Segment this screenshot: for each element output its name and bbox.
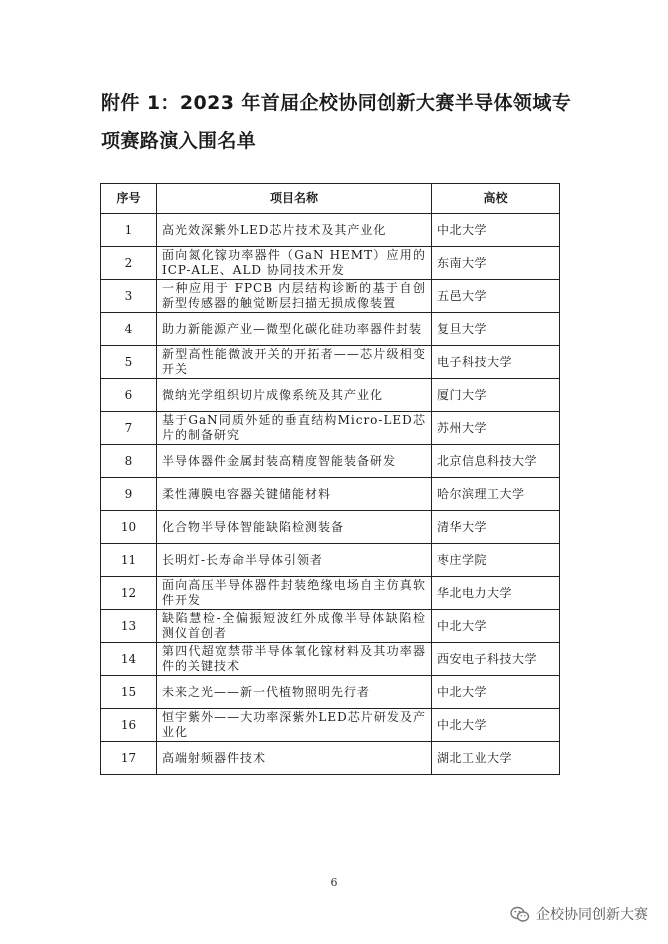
row-index: 10	[101, 511, 157, 544]
row-index: 14	[101, 643, 157, 676]
table-row	[101, 280, 560, 313]
row-project-name: 基于GaN同质外延的垂直结构Micro-LED芯片的制备研究	[157, 412, 432, 445]
row-school: 湖北工业大学	[432, 742, 560, 775]
row-index: 15	[101, 676, 157, 709]
row-school: 中北大学	[432, 709, 560, 742]
table-row	[101, 643, 560, 676]
row-index: 2	[101, 247, 157, 280]
row-project-name: 助力新能源产业—微型化碳化硅功率器件封装	[157, 313, 432, 346]
table-header-row	[101, 184, 560, 214]
row-project-name: 长明灯-长寿命半导体引领者	[157, 544, 432, 577]
row-project-name: 恒宇紫外——大功率深紫外LED芯片研发及产业化	[157, 709, 432, 742]
row-school: 华北电力大学	[432, 577, 560, 610]
row-school: 厦门大学	[432, 379, 560, 412]
row-index: 3	[101, 280, 157, 313]
table-row	[101, 478, 560, 511]
row-project-name: 第四代超宽禁带半导体氧化镓材料及其功率器件的关键技术	[157, 643, 432, 676]
header-index: 序号	[101, 184, 157, 214]
row-index: 16	[101, 709, 157, 742]
row-school: 五邑大学	[432, 280, 560, 313]
row-project-name: 高光效深紫外LED芯片技术及其产业化	[157, 214, 432, 247]
row-index: 17	[101, 742, 157, 775]
wechat-icon	[510, 906, 530, 923]
row-index: 7	[101, 412, 157, 445]
header-project: 项目名称	[157, 184, 432, 214]
table-row	[101, 742, 560, 775]
table-row	[101, 445, 560, 478]
table-row	[101, 247, 560, 280]
row-project-name: 化合物半导体智能缺陷检测装备	[157, 511, 432, 544]
page-number: 6	[330, 876, 338, 889]
table-row	[101, 412, 560, 445]
table-row	[101, 346, 560, 379]
row-project-name: 面向氮化镓功率器件（GaN HEMT）应用的 ICP-ALE、ALD 协同技术开发	[157, 247, 432, 280]
row-school: 复旦大学	[432, 313, 560, 346]
row-index: 1	[101, 214, 157, 247]
row-index: 5	[101, 346, 157, 379]
row-index: 12	[101, 577, 157, 610]
title-line-1: 附件 1：2023 年首届企校协同创新大赛半导体领域专	[101, 92, 572, 114]
table-row	[101, 379, 560, 412]
finalist-table	[100, 183, 560, 775]
table-row	[101, 511, 560, 544]
table-row	[101, 577, 560, 610]
header-school: 高校	[432, 184, 560, 214]
row-project-name: 面向高压半导体器件封装绝缘电场自主仿真软件开发	[157, 577, 432, 610]
row-school: 北京信息科技大学	[432, 445, 560, 478]
table-body	[101, 214, 560, 775]
row-project-name: 缺陷慧检-全偏振短波红外成像半导体缺陷检测仪首创者	[157, 610, 432, 643]
row-school: 哈尔滨理工大学	[432, 478, 560, 511]
row-school: 西安电子科技大学	[432, 643, 560, 676]
watermark-text: 企校协同创新大赛	[536, 907, 648, 923]
row-index: 6	[101, 379, 157, 412]
table-row	[101, 676, 560, 709]
row-school: 电子科技大学	[432, 346, 560, 379]
table-row	[101, 610, 560, 643]
row-school: 枣庄学院	[432, 544, 560, 577]
row-school: 中北大学	[432, 214, 560, 247]
table-row	[101, 313, 560, 346]
row-index: 8	[101, 445, 157, 478]
row-index: 9	[101, 478, 157, 511]
row-project-name: 高端射频器件技术	[157, 742, 432, 775]
watermark	[510, 904, 648, 924]
row-index: 13	[101, 610, 157, 643]
row-project-name: 微纳光学组织切片成像系统及其产业化	[157, 379, 432, 412]
row-school: 苏州大学	[432, 412, 560, 445]
row-index: 4	[101, 313, 157, 346]
title-line-2: 项赛路演入围名单	[101, 130, 257, 152]
row-index: 11	[101, 544, 157, 577]
row-school: 中北大学	[432, 610, 560, 643]
row-school: 东南大学	[432, 247, 560, 280]
row-project-name: 新型高性能微波开关的开拓者——芯片级相变开关	[157, 346, 432, 379]
table-row	[101, 709, 560, 742]
row-project-name: 一种应用于 FPCB 内层结构诊断的基于自创新型传感器的触觉断层扫描无损成像装置	[157, 280, 432, 313]
table-row	[101, 214, 560, 247]
document-title	[101, 84, 601, 160]
row-project-name: 柔性薄膜电容器关键储能材料	[157, 478, 432, 511]
row-project-name: 未来之光——新一代植物照明先行者	[157, 676, 432, 709]
row-school: 清华大学	[432, 511, 560, 544]
row-school: 中北大学	[432, 676, 560, 709]
table-row	[101, 544, 560, 577]
row-project-name: 半导体器件金属封装高精度智能装备研发	[157, 445, 432, 478]
